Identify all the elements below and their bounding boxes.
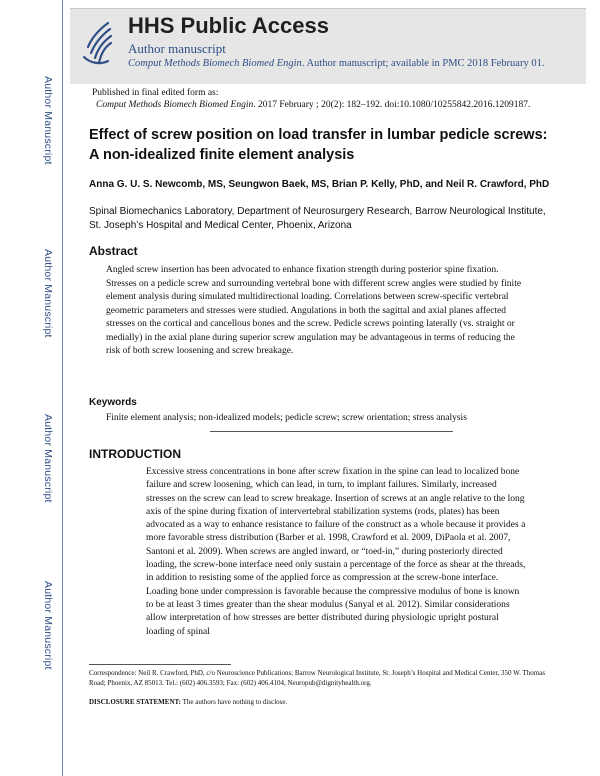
paper-title: Effect of screw position on load transfer in lumbar pedicle screws: A non-idealized finite element analysis bbox=[89, 127, 548, 163]
introduction-text: Excessive stress concentrations in bone after screw fixation in the spine can lead to localized bone failure and screw loosening, which can lead, in turn, to implant failures. Similarly, increased stresses on the screw can lead to screw breakage. Insertion of screws at an angle relative to the long axis of the spine during fixation of intervertebral stabilization systems (rods, plates) has been advocated as a way to enhance resistance to failure of the construct as a whole because it provides a more favorable stress distribution (Barber et al. 1998, Crawford et al. 2009, DiPaola et al. 2007, Santoni et al. 2009). When screws are angled inward, or “toed-in,” during posteriorly directed loading, the screw-bone interface need only sustain a percentage of the force as shear at the threads, in addition to resisting some of the applied force as compression at the screw-bone interface. Loading bone under compression is favorable because the compressive modulus of bone is known to be at least 3 times greater than the shear modulus (Sanyal et al. 2012). Similar considerations allow interpretation of how stresses are better distributed during physiologic upright postural loading of spinal bbox=[146, 467, 526, 637]
margin-rule bbox=[62, 0, 63, 776]
abstract-text: Angled screw insertion has been advocated to enhance fixation strength during posterior spine fixation. Stresses on a pedicle screw and surrounding vertebral bone with different screw angles were studied by finite element analysis during simulated multidirectional loading. Correlations between screw-specific vertebral geometric parameters and stresses were studied. Angulations in both the sagittal and axial planes affected stresses on the cortical and cancellous bones and the screw. Pedicle screws pointing laterally (vs. straight or medially) in the axial plane during superior screw angulation may be advantageous in terms of reducing the risk of both screw loosening and screw breakage. bbox=[106, 265, 522, 356]
section-divider bbox=[210, 431, 453, 432]
header-publication-line bbox=[128, 57, 573, 70]
side-label-author-manuscript: Author Manuscript bbox=[42, 75, 54, 165]
side-label-author-manuscript: Author Manuscript bbox=[42, 413, 54, 503]
affiliation: Spinal Biomechanics Laboratory, Department of Neurosurgery Research, Barrow Neurological Institute, St. Joseph’s Hospital and Medical Center, Phoenix, Arizona bbox=[89, 206, 546, 231]
side-label-author-manuscript: Author Manuscript bbox=[42, 248, 54, 338]
citation-details: . 2017 February ; 20(2): 182–192. doi:10.1080/10255842.2016.1209187. bbox=[253, 100, 531, 110]
hhs-eagle-logo-icon bbox=[78, 17, 118, 73]
footnote-divider bbox=[89, 664, 231, 665]
citation bbox=[96, 99, 556, 111]
side-label-author-manuscript: Author Manuscript bbox=[42, 580, 54, 670]
author-list: Anna G. U. S. Newcomb, MS, Seungwon Baek, MS, Brian P. Kelly, PhD, and Neil R. Crawford, PhD bbox=[89, 179, 550, 190]
abstract-heading: Abstract bbox=[89, 244, 138, 258]
published-label: Published in final edited form as: bbox=[92, 88, 219, 98]
header-subtitle: Author manuscript bbox=[128, 41, 226, 56]
header-journal: Comput Methods Biomech Biomed Engin bbox=[128, 58, 302, 69]
header-title: HHS Public Access bbox=[128, 13, 329, 38]
disclosure-statement bbox=[89, 697, 559, 707]
keywords-text: Finite element analysis; non-idealized models; pedicle screw; screw orientation; stress analysis bbox=[106, 413, 467, 423]
hhs-header bbox=[70, 8, 586, 84]
disclosure-label: DISCLOSURE STATEMENT: bbox=[89, 698, 181, 706]
introduction-heading: INTRODUCTION bbox=[89, 447, 181, 461]
correspondence-footnote: Correspondence: Neil R. Crawford, PhD, c/o Neuroscience Publications; Barrow Neurological Institute, St. Joseph’s Hospital and Medical Center, 350 W. Thomas Road; Phoenix, AZ 85013. Tel.: (602) 406.3593; Fax: (602) 406.4104, Neuropub@dignityhealth.org. bbox=[89, 669, 546, 687]
keywords-heading: Keywords bbox=[89, 397, 137, 408]
citation-journal: Comput Methods Biomech Biomed Engin bbox=[96, 100, 254, 110]
header-availability: . Author manuscript; available in PMC 2018 February 01. bbox=[301, 58, 545, 69]
disclosure-text: The authors have nothing to disclose. bbox=[181, 698, 288, 706]
